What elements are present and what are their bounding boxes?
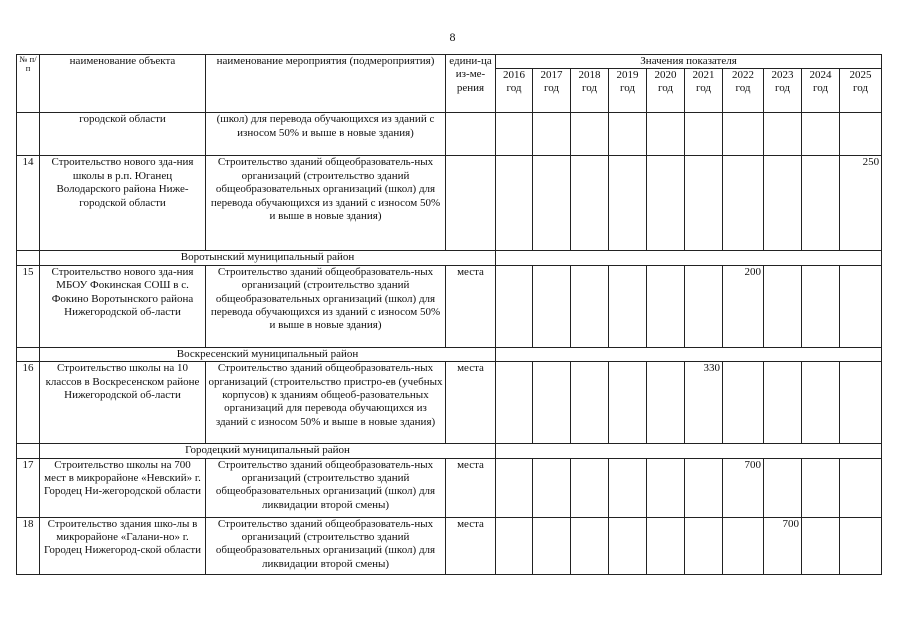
row-value <box>802 458 840 517</box>
row-value <box>647 265 685 347</box>
row-value <box>533 458 571 517</box>
row-object: городской области <box>40 113 206 156</box>
row-value <box>533 362 571 444</box>
row-value <box>840 517 882 574</box>
row-value <box>840 458 882 517</box>
district-row <box>17 251 882 265</box>
row-value <box>609 156 647 251</box>
row-value <box>802 517 840 574</box>
row-value <box>764 458 802 517</box>
row-value <box>496 458 533 517</box>
district-row <box>17 347 882 361</box>
district-label: Воскресенский муниципальный район <box>40 347 496 361</box>
table-row <box>17 458 882 517</box>
row-unit <box>446 113 496 156</box>
row-value <box>609 517 647 574</box>
header-object-name: наименование объекта <box>40 55 206 113</box>
row-value <box>802 265 840 347</box>
header-year: 2024 год <box>802 69 840 113</box>
row-activity: Строительство зданий общеобразователь-ных организаций (строительство зданий общеобразовательных организаций (школ) для ликвидации второй смены) <box>206 458 446 517</box>
header-year: 2018 год <box>571 69 609 113</box>
row-value: 250 <box>840 156 882 251</box>
table-row <box>17 156 882 251</box>
row-value <box>802 156 840 251</box>
row-num: 14 <box>17 156 40 251</box>
row-value <box>764 156 802 251</box>
row-value <box>840 265 882 347</box>
district-label: Воротынский муниципальный район <box>40 251 496 265</box>
row-value <box>533 113 571 156</box>
row-object: Строительство нового зда-ния школы в р.п. Юганец Володарского района Ниже-городской области <box>40 156 206 251</box>
row-unit: места <box>446 362 496 444</box>
row-value <box>840 362 882 444</box>
row-value <box>609 265 647 347</box>
row-value <box>685 458 723 517</box>
row-activity: Строительство зданий общеобразователь-ных организаций (строительство пристро-ев (учебных корпусов) к зданиям общеоб-разовательных организаций для перевода обучающихся из зданий с износом 50% и выше в новые здания) <box>206 362 446 444</box>
row-activity: Строительство зданий общеобразователь-ных организаций (строительство зданий общеобразовательных организаций (школ) для перевода обучающихся из зданий с износом 50% и выше в новые здания) <box>206 156 446 251</box>
header-activity-name: наименование мероприятия (подмероприятия) <box>206 55 446 113</box>
table-row <box>17 113 882 156</box>
row-value <box>647 362 685 444</box>
row-activity: Строительство зданий общеобразователь-ных организаций (строительство зданий общеобразовательных организаций (школ) для перевода обучающихся из зданий с износом 50% и выше в новые здания) <box>206 265 446 347</box>
row-object: Строительство нового зда-ния МБОУ Фокинская СОШ в с. Фокино Воротынского района Нижегородской об-ласти <box>40 265 206 347</box>
row-value: 700 <box>723 458 764 517</box>
header-unit: едини-ца из-ме-рения <box>446 55 496 113</box>
row-value <box>533 265 571 347</box>
row-object: Строительство здания шко-лы в микрорайоне «Галани-но» г. Городец Нижегород-ской области <box>40 517 206 574</box>
row-value <box>840 113 882 156</box>
row-value <box>496 265 533 347</box>
row-num: 16 <box>17 362 40 444</box>
row-value <box>802 362 840 444</box>
row-value <box>764 113 802 156</box>
row-value <box>571 156 609 251</box>
row-value: 700 <box>764 517 802 574</box>
row-unit <box>446 156 496 251</box>
header-year: 2017 год <box>533 69 571 113</box>
row-value <box>647 517 685 574</box>
row-value <box>533 156 571 251</box>
row-value <box>764 362 802 444</box>
row-value <box>647 458 685 517</box>
row-unit: места <box>446 265 496 347</box>
row-value <box>571 517 609 574</box>
row-unit: места <box>446 517 496 574</box>
row-value <box>647 156 685 251</box>
row-value <box>723 113 764 156</box>
page-number: 8 <box>449 30 456 44</box>
district-row <box>17 444 882 458</box>
table-row <box>17 517 882 574</box>
row-value <box>496 156 533 251</box>
header-year: 2019 год <box>609 69 647 113</box>
row-value <box>496 113 533 156</box>
row-value <box>533 517 571 574</box>
row-unit: места <box>446 458 496 517</box>
row-value <box>685 113 723 156</box>
row-value <box>609 458 647 517</box>
row-value <box>571 458 609 517</box>
row-value <box>647 113 685 156</box>
row-value <box>609 362 647 444</box>
district-label: Городецкий муниципальный район <box>40 444 496 458</box>
table-row <box>17 265 882 347</box>
row-activity: (школ) для перевода обучающихся из зданий с износом 50% и выше в новые здания) <box>206 113 446 156</box>
header-values-title: Значения показателя <box>496 55 882 69</box>
row-value <box>609 113 647 156</box>
row-num <box>17 113 40 156</box>
row-value <box>685 156 723 251</box>
row-value <box>685 517 723 574</box>
header-year: 2025 год <box>840 69 882 113</box>
row-value <box>723 362 764 444</box>
table-row <box>17 362 882 444</box>
row-value: 200 <box>723 265 764 347</box>
header-year: 2021 год <box>685 69 723 113</box>
row-value <box>685 265 723 347</box>
row-value <box>571 113 609 156</box>
row-activity: Строительство зданий общеобразователь-ных организаций (строительство зданий общеобразовательных организаций (школ) для ликвидации второй смены) <box>206 517 446 574</box>
row-value <box>496 362 533 444</box>
row-num: 15 <box>17 265 40 347</box>
header-year: 2022 год <box>723 69 764 113</box>
row-value <box>723 517 764 574</box>
header-num: № п/п <box>17 55 40 113</box>
row-value <box>723 156 764 251</box>
header-year: 2016 год <box>496 69 533 113</box>
row-value <box>571 265 609 347</box>
indicators-table <box>16 54 882 575</box>
row-object: Строительство школы на 10 классов в Воскресенском районе Нижегородской об-ласти <box>40 362 206 444</box>
row-value: 330 <box>685 362 723 444</box>
row-value <box>571 362 609 444</box>
header-year: 2023 год <box>764 69 802 113</box>
row-value <box>802 113 840 156</box>
row-value <box>764 265 802 347</box>
row-object: Строительство школы на 700 мест в микрорайоне «Невский» г. Городец Ни-жегородской области <box>40 458 206 517</box>
row-num: 18 <box>17 517 40 574</box>
row-value <box>496 517 533 574</box>
row-num: 17 <box>17 458 40 517</box>
header-year: 2020 год <box>647 69 685 113</box>
